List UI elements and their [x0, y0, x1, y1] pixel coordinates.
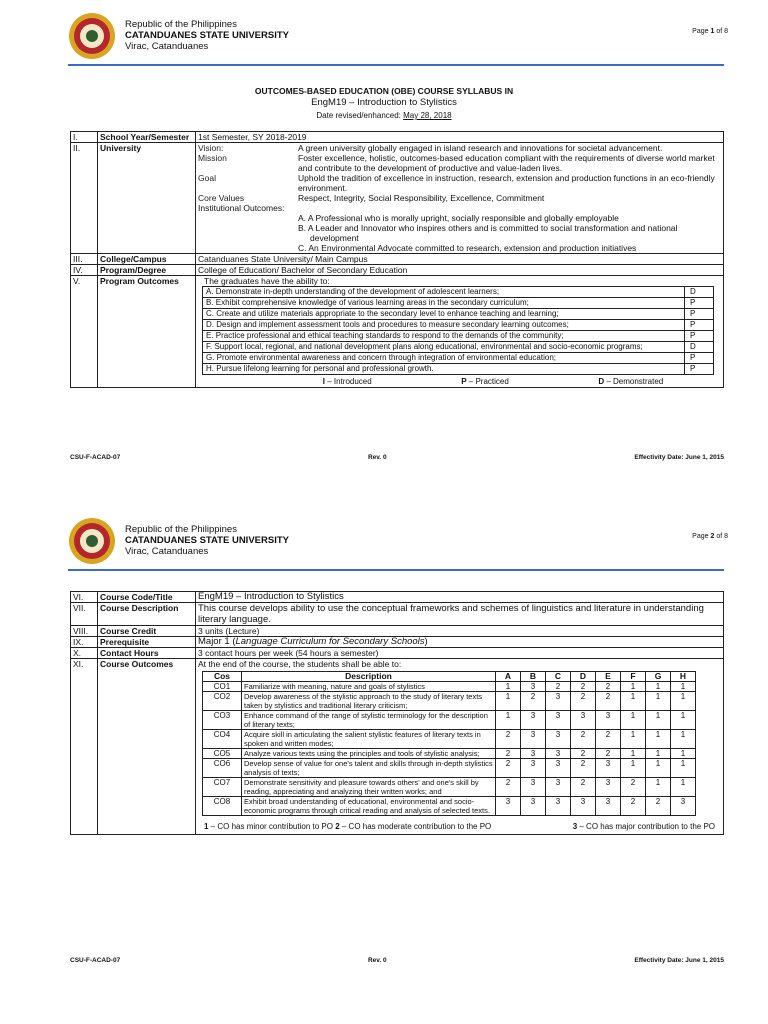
page-suffix: of 8: [714, 533, 728, 540]
row-label: Program/Degree: [98, 265, 196, 276]
co-column-header: E: [596, 672, 621, 682]
co-po-rating: 3: [546, 749, 571, 759]
university-location: Virac, Catanduanes: [125, 546, 209, 557]
prereq-italic: Language Curriculum for Secondary Schools: [235, 636, 425, 647]
po-level: P: [685, 309, 714, 320]
row-num: XI.: [71, 659, 98, 835]
co-po-rating: 1: [671, 778, 696, 797]
row-num: IX.: [71, 637, 98, 648]
header-rule: [68, 64, 724, 66]
co-description: Familiarize with meaning, nature and goals of stylistics: [242, 682, 496, 692]
legend-key: P: [461, 377, 467, 386]
co-po-rating: 1: [671, 730, 696, 749]
effectivity-date: Effectivity Date: June 1, 2015: [634, 957, 724, 964]
co-code: CO8: [203, 797, 242, 816]
legend-text: – Demonstrated: [604, 377, 664, 386]
co-po-rating: 1: [496, 692, 521, 711]
row-num: VI.: [71, 592, 98, 603]
row-num: VII.: [71, 603, 98, 626]
row-value: EngM19 – Introduction to Stylistics: [196, 592, 724, 603]
row-value: This course develops ability to use the conceptual frameworks and schemes of linguistics and literature in understanding literary language.: [196, 603, 724, 626]
syllabus-page-1: [0, 0, 768, 480]
co-po-rating: 1: [671, 749, 696, 759]
co-po-rating: 2: [496, 778, 521, 797]
inst-outcome: C. An Environmental Advocate committed to research, extension and production initiatives: [298, 243, 637, 253]
page-footer: [70, 957, 724, 964]
program-outcome-row: [203, 287, 714, 298]
co-column-header: B: [521, 672, 546, 682]
co-po-rating: 1: [646, 730, 671, 749]
co-po-rating: 1: [646, 759, 671, 778]
row-value: 3 contact hours per week (54 hours a semester): [196, 648, 724, 659]
co-po-rating: 3: [521, 778, 546, 797]
po-level: P: [685, 364, 714, 375]
co-po-rating: 2: [596, 730, 621, 749]
legend-key: 3: [572, 822, 578, 831]
program-outcome-row: [203, 331, 714, 342]
po-text: F. Support local, regional, and national development plans along educational, environmental and socio-economic programs;: [203, 342, 685, 353]
co-po-rating: 3: [521, 711, 546, 730]
legend-text: – CO has minor contribution to PO: [208, 822, 336, 831]
co-code: CO7: [203, 778, 242, 797]
co-po-rating: 3: [671, 797, 696, 816]
row-label: School Year/Semester: [98, 132, 196, 143]
co-po-rating: 3: [546, 730, 571, 749]
co-legend-minor-moderate: [204, 822, 491, 832]
letterhead: [125, 19, 289, 52]
co-po-rating: 3: [521, 730, 546, 749]
course-outcome-row: [203, 730, 696, 749]
inst-outcome: B. A Leader and Innovator who inspires others and is committed to social transformation and national development: [298, 223, 678, 243]
co-po-rating: 2: [571, 749, 596, 759]
row-label: University: [98, 143, 196, 254]
course-outcome-row: [203, 749, 696, 759]
co-column-header: C: [546, 672, 571, 682]
co-po-rating: 1: [496, 711, 521, 730]
syllabus-table-1: [70, 131, 724, 388]
course-outcome-row: [203, 692, 696, 711]
co-po-rating: 3: [596, 759, 621, 778]
po-level: P: [685, 298, 714, 309]
course-outcomes-table: [202, 671, 696, 816]
co-description: Analyze various texts using the principles and tools of stylistic analysis;: [242, 749, 496, 759]
po-text: A. Demonstrate in-depth understanding of the development of adolescent learners;: [203, 287, 685, 298]
co-code: CO3: [203, 711, 242, 730]
page-suffix: of 8: [714, 28, 728, 35]
row-num: I.: [71, 132, 98, 143]
course-outcome-row: [203, 682, 696, 692]
co-po-rating: 2: [596, 692, 621, 711]
po-legend: [278, 375, 708, 387]
letterhead: [125, 524, 289, 557]
co-po-rating: 2: [571, 759, 596, 778]
institutional-outcomes-list: [198, 213, 721, 253]
course-outcome-row: [203, 711, 696, 730]
co-po-rating: 2: [596, 682, 621, 692]
legend-practiced: [461, 377, 509, 387]
row-label: Contact Hours: [98, 648, 196, 659]
course-outcomes-cell: [196, 659, 724, 835]
program-outcomes-table: [202, 286, 714, 375]
course-outcome-row: [203, 778, 696, 797]
row-label: Course Code/Title: [98, 592, 196, 603]
row-num: V.: [71, 276, 98, 388]
po-text: H. Pursue lifelong learning for personal and professional growth.: [203, 364, 685, 375]
row-label: Course Outcomes: [98, 659, 196, 835]
co-code: CO6: [203, 759, 242, 778]
row-value: College of Education/ Bachelor of Secondary Education: [196, 265, 724, 276]
vision-value: A green university globally engaged in island research and innovations for societal advancement.: [298, 143, 663, 153]
co-code: CO2: [203, 692, 242, 711]
university-location: Virac, Catanduanes: [125, 41, 209, 52]
co-po-rating: 3: [521, 797, 546, 816]
co-po-rating: 2: [571, 778, 596, 797]
co-column-header: Cos: [203, 672, 242, 682]
program-outcome-row: [203, 353, 714, 364]
program-outcome-row: [203, 309, 714, 320]
university-info: [196, 143, 724, 254]
institutional-outcomes-key: Institutional Outcomes:: [198, 203, 285, 213]
po-level: P: [685, 331, 714, 342]
form-code: CSU-F-ACAD-07: [70, 454, 121, 461]
co-column-header: H: [671, 672, 696, 682]
goal-key: Goal: [198, 173, 216, 183]
legend-key: 2: [335, 822, 340, 831]
co-po-rating: 3: [546, 711, 571, 730]
page-footer: [70, 454, 724, 461]
po-text: C. Create and utilize materials appropriate to the secondary level to enhance teaching and learning;: [203, 309, 685, 320]
syllabus-page-2: [0, 505, 768, 1024]
co-po-rating: 3: [546, 797, 571, 816]
po-text: B. Exhibit comprehensive knowledge of various learning areas in the secondary curriculum;: [203, 298, 685, 309]
row-value: [196, 637, 724, 648]
page-number: [692, 28, 728, 35]
program-outcome-row: [203, 342, 714, 353]
page-prefix: Page: [692, 533, 711, 540]
co-description: Develop sense of value for one's talent and skills through in-depth stylistics analysis of texts;: [242, 759, 496, 778]
co-po-rating: 3: [546, 778, 571, 797]
po-text: D. Design and implement assessment tools and procedures to measure secondary learning outcomes;: [203, 320, 685, 331]
po-text: E. Practice professional and ethical teaching standards to respond to the demands of the community;: [203, 331, 685, 342]
co-code: CO1: [203, 682, 242, 692]
program-outcomes-cell: [196, 276, 724, 388]
course-subtitle: EngM19 – Introduction to Stylistics: [311, 97, 457, 108]
legend-key: D: [598, 377, 605, 386]
legend-key: I: [322, 377, 325, 386]
co-po-rating: 1: [671, 711, 696, 730]
po-level: P: [685, 320, 714, 331]
co-column-header: A: [496, 672, 521, 682]
row-num: X.: [71, 648, 98, 659]
syllabus-table-2: [70, 591, 724, 835]
course-outcome-row: [203, 759, 696, 778]
prereq-close: ): [424, 636, 428, 647]
co-po-rating: 1: [621, 749, 646, 759]
effectivity-date: Effectivity Date: June 1, 2015: [634, 454, 724, 461]
vision-key: Vision:: [198, 143, 224, 153]
university-seal-logo: [68, 517, 116, 565]
co-po-rating: 3: [596, 778, 621, 797]
co-po-rating: 3: [496, 797, 521, 816]
row-label: Course Credit: [98, 626, 196, 637]
row-num: III.: [71, 254, 98, 265]
co-legend-major: [573, 822, 715, 832]
co-po-rating: 1: [621, 711, 646, 730]
republic-line: Republic of the Philippines: [125, 19, 237, 30]
co-po-rating: 1: [646, 749, 671, 759]
co-description: Enhance command of the range of stylistic terminology for the description of literary texts;: [242, 711, 496, 730]
core-values-value: Respect, Integrity, Social Responsibility, Excellence, Commitment: [298, 193, 545, 203]
page-num: 2: [710, 533, 715, 540]
co-po-rating: 1: [496, 682, 521, 692]
goal-value: Uphold the tradition of excellence in instruction, research, extension and production functions in an eco-friendly environment.: [298, 173, 715, 193]
co-po-rating: 2: [621, 778, 646, 797]
co-po-rating: 1: [671, 759, 696, 778]
inst-outcome: A. A Professional who is morally upright, socially responsible and globally employable: [298, 213, 619, 223]
date-label: Date revised/enhanced:: [316, 111, 404, 120]
legend-key: 1: [204, 822, 209, 831]
program-outcome-row: [203, 298, 714, 309]
row-value: Catanduanes State University/ Main Campus: [196, 254, 724, 265]
co-po-rating: 3: [521, 682, 546, 692]
revision: Rev. 0: [367, 957, 387, 964]
syllabus-title: OUTCOMES-BASED EDUCATION (OBE) COURSE SYLLABUS IN: [254, 86, 514, 96]
mission-key: Mission: [198, 153, 227, 163]
co-po-rating: 3: [521, 749, 546, 759]
row-num: VIII.: [71, 626, 98, 637]
page-num: 1: [710, 28, 715, 35]
co-po-rating: 3: [596, 711, 621, 730]
row-value: 3 units (Lecture): [196, 626, 724, 637]
co-po-rating: 1: [646, 711, 671, 730]
page-prefix: Page: [692, 28, 711, 35]
co-code: CO5: [203, 749, 242, 759]
core-values-key: Core Values: [198, 193, 245, 203]
co-po-rating: 1: [621, 682, 646, 692]
co-po-rating: 1: [646, 778, 671, 797]
co-po-rating: 1: [646, 682, 671, 692]
co-po-rating: 3: [521, 759, 546, 778]
co-po-rating: 1: [671, 682, 696, 692]
co-po-rating: 2: [596, 749, 621, 759]
university-seal-logo: [68, 12, 116, 60]
co-description: Develop awareness of the stylistic approach to the study of literary texts taken by stylistics and traditional literary criticism;: [242, 692, 496, 711]
legend-demonstrated: [598, 377, 663, 387]
co-po-rating: 3: [571, 711, 596, 730]
co-po-rating: 2: [571, 692, 596, 711]
po-text: G. Promote environmental awareness and concern through integration of environmental education;: [203, 353, 685, 364]
co-column-header: D: [571, 672, 596, 682]
row-label: College/Campus: [98, 254, 196, 265]
co-column-header: Description: [242, 672, 496, 682]
co-column-header: G: [646, 672, 671, 682]
university-name: CATANDUANES STATE UNIVERSITY: [125, 535, 289, 546]
co-po-rating: 2: [546, 682, 571, 692]
course-outcome-row: [203, 797, 696, 816]
co-po-rating: 1: [671, 692, 696, 711]
po-intro: The graduates have the ability to:: [204, 276, 330, 286]
program-outcome-row: [203, 320, 714, 331]
co-intro: At the end of the course, the students shall be able to:: [198, 659, 402, 669]
row-num: II.: [71, 143, 98, 254]
co-po-rating: 1: [621, 692, 646, 711]
co-po-rating: 1: [621, 730, 646, 749]
program-outcome-row: [203, 364, 714, 375]
row-value: 1st Semester, SY 2018-2019: [196, 132, 724, 143]
mission-value: Foster excellence, holistic, outcomes-based education compliant with the requirements of diverse world market and contribute to the development of productive and value-laden lives.: [298, 153, 715, 173]
co-po-rating: 3: [546, 759, 571, 778]
legend-introduced: [323, 377, 372, 387]
co-po-rating: 1: [646, 692, 671, 711]
legend-text: – CO has moderate contribution to the PO: [339, 822, 492, 831]
po-level: D: [685, 342, 714, 353]
co-po-rating: 1: [621, 759, 646, 778]
co-po-rating: 2: [496, 759, 521, 778]
page-number: [692, 533, 728, 540]
republic-line: Republic of the Philippines: [125, 524, 237, 535]
revision: Rev. 0: [367, 454, 387, 461]
co-description: Demonstrate sensitivity and pleasure towards others' and one's skill by reading, appreciating and analyzing their written works; and: [242, 778, 496, 797]
legend-text: – CO has major contribution to the PO: [577, 822, 715, 831]
co-po-rating: 2: [571, 682, 596, 692]
co-column-header: F: [621, 672, 646, 682]
co-description: Exhibit broad understanding of educational, environmental and socio-economic programs through critical reading and analysis of selected texts.: [242, 797, 496, 816]
co-po-rating: 3: [546, 692, 571, 711]
row-label: Prerequisite: [98, 637, 196, 648]
row-label: Program Outcomes: [98, 276, 196, 388]
legend-text: – Introduced: [324, 377, 372, 386]
co-legend: [198, 816, 721, 834]
row-num: IV.: [71, 265, 98, 276]
co-po-rating: 2: [646, 797, 671, 816]
co-po-rating: 3: [596, 797, 621, 816]
prereq-text: Major 1 (: [198, 636, 236, 647]
university-name: CATANDUANES STATE UNIVERSITY: [125, 30, 289, 41]
date-value: May 28, 2018: [403, 111, 452, 120]
co-description: Acquire skill in articulating the salient stylistic features of literary texts in spoken and written modes;: [242, 730, 496, 749]
co-po-rating: 2: [496, 730, 521, 749]
co-code: CO4: [203, 730, 242, 749]
form-code: CSU-F-ACAD-07: [70, 957, 121, 964]
legend-text: – Practiced: [466, 377, 509, 386]
header-rule: [68, 569, 724, 571]
co-po-rating: 2: [521, 692, 546, 711]
row-label: Course Description: [98, 603, 196, 626]
co-po-rating: 2: [621, 797, 646, 816]
po-level: P: [685, 353, 714, 364]
date-revised: [0, 111, 768, 120]
co-po-rating: 2: [571, 730, 596, 749]
co-po-rating: 3: [571, 797, 596, 816]
po-level: D: [685, 287, 714, 298]
co-po-rating: 2: [496, 749, 521, 759]
